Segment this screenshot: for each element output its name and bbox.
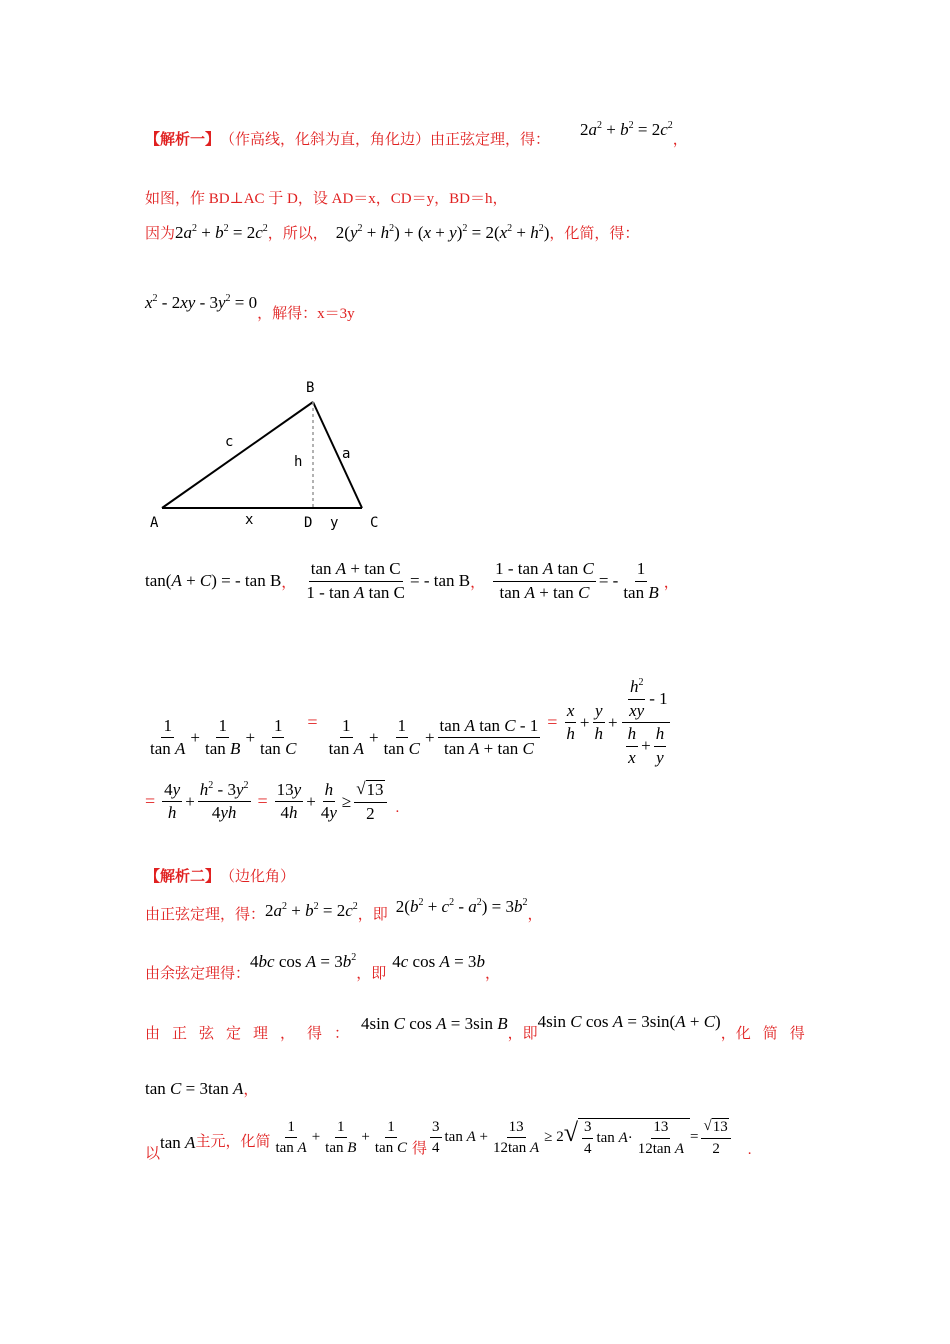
s2-take-text: 以 xyxy=(145,1146,161,1162)
s1-line3 xyxy=(145,222,639,243)
eq-substituted: $2(y^2 + h^2) + (x + y)^2 = 2(x^2 + h^2)$ xyxy=(335,222,550,242)
tan-identity-line xyxy=(145,560,679,602)
eq-4c-cosA: 4c cos A = 3b xyxy=(392,951,485,971)
s2-line5: 以 tan A 主元，化简 $\frac{1}{\text{tan A}}$ + $\frac{1}{\text{tan B}}$ + $\frac{1}{\text{tan C}}$ 得 $\frac{3}{4}$ tan A + $\frac{13}{\text{12tan A}}$ ≥ 2 √ $\frac{3}{4}$ tan A· $\frac{13}{\text{12tan A}}$ = √ 13 2 . xyxy=(145,1118,752,1162)
frac-1-tanA-2: $\frac{1}{\text{tan A}}$ xyxy=(328,715,364,759)
label-B: B xyxy=(306,380,315,396)
frac-1-over-tanB: $\frac{1}{\text{tan B}}$ xyxy=(623,559,659,602)
label-h: h xyxy=(294,454,303,470)
s2-frac-1-tanB: $\frac{1}{\text{tan B}}$ xyxy=(325,1118,357,1156)
label-D: D xyxy=(304,515,313,531)
s2-frac-3-4: $\frac{3}{4}$ xyxy=(432,1118,440,1156)
sum-reciprocal-line: $\frac{1}{\text{tan A}}$ + $\frac{1}{\text{tan B}}$ + $\frac{1}{\text{tan C}}$ = $\frac{1}{\text{tan A}}$ + $\frac{1}{\text{tan C}}$ + $\frac{\text{tan A tan C - 1}}{\text{tan A + tan C}}$ = $\frac{x}{h}$ + $\frac{y}{h}$ + $\frac{h^2}{xy}$ - 1 $\frac{h}{x}$ + $\frac{h}{y}$ xyxy=(145,648,674,768)
label-c: c xyxy=(225,434,234,450)
eq-quadratic: $x^2 - 2xy - 3y^2 = 0$ xyxy=(145,292,258,312)
frac-tanAtanC: $\frac{\text{tan A tan C - 1}}{\text{tan A + tan C}}$ xyxy=(439,715,539,759)
label-A: A xyxy=(150,515,159,531)
s2-frac-13-12tanA: $\frac{13}{\text{12tan A}}$ xyxy=(492,1118,540,1156)
label-x: x xyxy=(245,512,254,528)
frac-1-tanB: $\frac{1}{\text{tan B}}$ xyxy=(205,715,241,759)
s2-line3 xyxy=(145,1011,817,1043)
s2-frac-sqrt13-2: √ 13 2 xyxy=(701,1118,730,1157)
s2-note: （边化角） xyxy=(220,869,296,885)
s1-comma: ， xyxy=(672,132,688,148)
s2-sine-law-text: 由正弦定理，得： xyxy=(145,907,266,923)
s1-heading: 【解析一】 xyxy=(145,132,221,148)
s2-comma-1: ， xyxy=(527,907,543,923)
eq-neg: = - xyxy=(598,571,619,591)
label-a: a xyxy=(342,446,351,462)
side-BC xyxy=(313,402,362,508)
s2-line1 xyxy=(145,896,543,924)
s2-frac-1-tanC: $\frac{1}{\text{tan C}}$ xyxy=(374,1118,407,1156)
eq-s2-given: $2a^2 + b^2 = 2c^2$ xyxy=(265,900,358,920)
eq-neg-tanB: = - tan B xyxy=(410,571,471,591)
comma-3: ， xyxy=(663,574,679,591)
s2-heading: 【解析二】 xyxy=(145,869,221,885)
frac-sqrt13-2: √ 13 2 xyxy=(354,780,386,823)
label-y: y xyxy=(330,515,339,531)
eq-2a2-b2-2c2: $2a^2 + b^2 = 2c^2$ xyxy=(580,119,673,139)
frac-reciprocal: $\frac{\text{1 - tan A tan C}}{\text{tan A + tan C}}$ xyxy=(495,559,594,602)
comma-2: ， xyxy=(470,574,486,591)
frac-x-h: $\frac{x}{h}$ xyxy=(566,700,575,744)
eq-given: $2a^2 + b^2 = 2c^2$ xyxy=(175,222,268,242)
frac-h2-3y2: $\frac{h^2 - 3y^2}{4yh}$ xyxy=(199,779,249,823)
s2-cosine-law-text: 由余弦定理得： xyxy=(145,966,251,982)
eq-tan-sum: tan(A + C) = - tan B xyxy=(145,571,282,591)
s1-line4 xyxy=(145,282,355,323)
frac-compound: $\frac{h^2}{xy}$ - 1 $\frac{h}{x}$ + $\frac{h}{y}$ xyxy=(621,678,672,768)
s2-comma-5: ， xyxy=(243,1082,259,1098)
frac-4y-h: $\frac{4y}{h}$ xyxy=(164,779,181,823)
label-C: C xyxy=(370,515,379,531)
s2-comma-3: ， xyxy=(507,1026,523,1042)
s2-comma-2: ， xyxy=(484,966,500,982)
frac-y-h: $\frac{y}{h}$ xyxy=(594,700,604,744)
s2-simplify-text: 化简得 xyxy=(735,1026,817,1042)
eq-4sinC-cosA-sinAC: 4sin C cos A = 3sin(A + C) xyxy=(537,1011,721,1031)
frac-1-tanC: $\frac{1}{\text{tan C}}$ xyxy=(260,715,297,759)
s1-line1 xyxy=(145,119,688,149)
eq-4sinC-cosA: 4sin C cos A = 3sin B xyxy=(361,1013,508,1033)
triangle-diagram xyxy=(140,370,400,545)
frac-h-4y: $\frac{h}{4y}$ xyxy=(320,779,337,823)
s2-sqrt-product: √ $\frac{3}{4}$ tan A· $\frac{13}{\text{12tan A}}$ xyxy=(564,1118,690,1157)
eq-tanC-3tanA: tan C = 3tan A xyxy=(145,1078,244,1098)
because-text: 因为 xyxy=(145,226,176,242)
frac-13y-4h: $\frac{13y}{4h}$ xyxy=(276,779,302,823)
s2-get-text: 得 xyxy=(411,1141,427,1157)
s2-ie-2: ，即 xyxy=(356,966,387,982)
s2-sine-law-text-2: 由正弦定理，得： xyxy=(145,1026,362,1042)
s2-frac-1-tanA: $\frac{1}{\text{tan A}}$ xyxy=(275,1118,307,1156)
s2-period: . xyxy=(747,1142,752,1158)
frac-1-tanC-2: $\frac{1}{\text{tan C}}$ xyxy=(383,715,420,759)
s2-line2 xyxy=(145,951,500,983)
therefore-text: ，所以， xyxy=(267,226,328,242)
s1-setup-text: 如图，作 BD⊥AC 于 D，设 AD＝x，CD＝y，BD＝h， xyxy=(145,191,508,207)
s2-line4 xyxy=(145,1078,258,1099)
s1-line2 xyxy=(145,187,507,208)
s2-heading-line xyxy=(145,865,295,886)
amgm-line: = $\frac{4y}{h}$ + $\frac{h^2 - 3y^2}{4yh}$ = $\frac{13y}{4h}$ + $\frac{h}{4y}$ ≥ √ 13 2 . xyxy=(145,779,400,823)
solution-text: ，解得：x＝3y xyxy=(257,306,355,322)
comma-1: ， xyxy=(281,574,297,591)
simplify-text: ，化简，得： xyxy=(549,226,640,242)
s2-main-var-text: 主元，化简 xyxy=(195,1134,271,1150)
s1-note: （作高线，化斜为直，角化边）由正弦定理，得： xyxy=(220,132,551,148)
eq-tanA: tan A xyxy=(160,1132,196,1152)
eq-4bc-cosA: 4bc $\cos A = 3b^2$ xyxy=(250,951,357,971)
frac-tan-addition: $\frac{\text{tan A + tan C}}{\text{1 - tan A tan C}}$ xyxy=(306,559,405,602)
frac-1-tanA: $\frac{1}{\text{tan A}}$ xyxy=(150,715,186,759)
s2-ie-3: 即 xyxy=(522,1026,538,1042)
eq-s2-rearranged: $2(b^2 + c^2 - a^2) = 3b^2$ xyxy=(395,896,528,916)
s2-ie-1: ，即 xyxy=(357,907,388,923)
side-AB xyxy=(162,402,313,508)
s2-comma-4: ， xyxy=(720,1026,736,1042)
